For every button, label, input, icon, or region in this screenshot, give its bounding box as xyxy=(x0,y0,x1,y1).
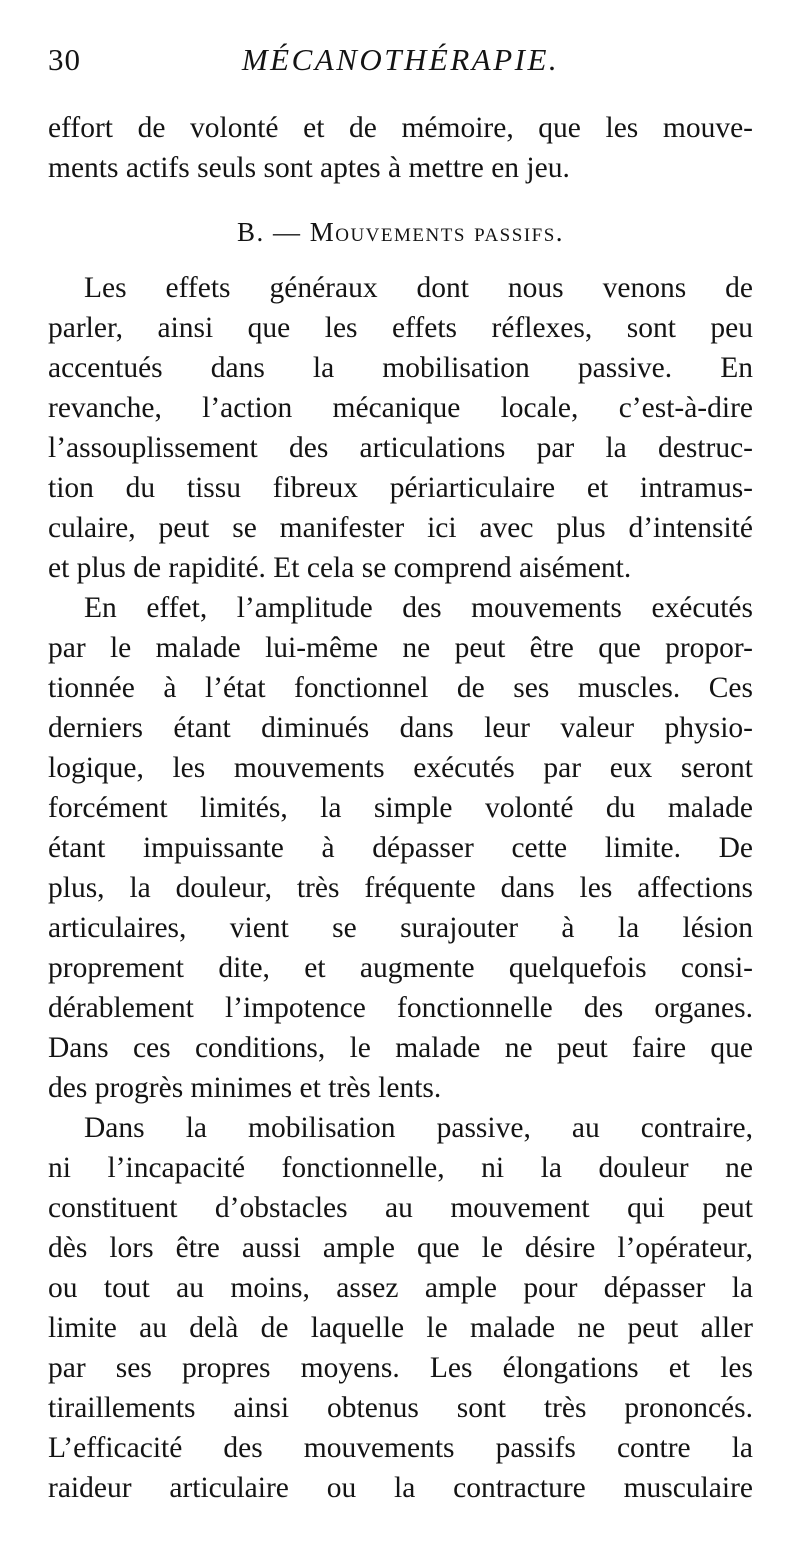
page-header xyxy=(48,42,753,86)
text-line: effort de volonté et de mémoire, que les mouve- xyxy=(48,112,753,144)
text-line: Dans ces conditions, le malade ne peut faire que xyxy=(48,1032,753,1064)
text-line: et plus de rapidité. Et cela se comprend aisément. xyxy=(48,552,632,584)
text-line: culaire, peut se manifester ici avec plus d’intensité xyxy=(48,512,753,544)
section-letter: B. — xyxy=(236,217,302,247)
text-line: plus, la douleur, très fréquente dans les affections xyxy=(48,872,753,904)
text-line: forcément limités, la simple volonté du malade xyxy=(48,792,753,824)
text-line: par ses propres moyens. Les élongations et les xyxy=(48,1352,753,1384)
text-line: revanche, l’action mécanique locale, c’est-à-dire xyxy=(48,392,753,424)
text-line: parler, ainsi que les effets réflexes, sont peu xyxy=(48,312,753,344)
running-title: MÉCANOTHÉRAPIE. xyxy=(241,42,560,77)
text-line: articulaires, vient se surajouter à la lésion xyxy=(48,912,753,944)
text-line: Dans la mobilisation passive, au contraire, xyxy=(84,1112,753,1144)
text-line: dès lors être aussi ample que le désire l’opérateur, xyxy=(48,1232,753,1264)
text-line: ments actifs seuls sont aptes à mettre en jeu. xyxy=(48,152,570,184)
text-line: ou tout au moins, assez ample pour dépasser la xyxy=(48,1272,753,1304)
text-line: dérablement l’impotence fonctionnelle des organes. xyxy=(48,992,753,1024)
page-number: 30 xyxy=(48,42,81,77)
body-text xyxy=(48,108,753,1508)
text-line: limite au delà de laquelle le malade ne peut aller xyxy=(48,1312,753,1344)
text-line: raideur articulaire ou la contracture musculaire xyxy=(48,1472,753,1504)
text-line: L’efficacité des mouvements passifs contre la xyxy=(48,1432,753,1464)
text-line: tionnée à l’état fonctionnel de ses muscles. Ces xyxy=(48,672,753,704)
text-line: accentués dans la mobilisation passive. En xyxy=(48,352,753,384)
text-line: En effet, l’amplitude des mouvements exécutés xyxy=(84,592,753,624)
text-line: étant impuissante à dépasser cette limite. De xyxy=(48,832,753,864)
text-line: proprement dite, et augmente quelquefois consi- xyxy=(48,952,753,984)
text-line: des progrès minimes et très lents. xyxy=(48,1072,442,1104)
text-line: derniers étant diminués dans leur valeur physio- xyxy=(48,712,753,744)
section-heading xyxy=(48,212,753,252)
text-line: l’assouplissement des articulations par la destruc- xyxy=(48,432,753,464)
text-line: Les effets généraux dont nous venons de xyxy=(84,272,753,304)
text-line: ni l’incapacité fonctionnelle, ni la douleur ne xyxy=(48,1152,753,1184)
text-line: logique, les mouvements exécutés par eux seront xyxy=(48,752,753,784)
text-line: tion du tissu fibreux périarticulaire et intramus- xyxy=(48,472,753,504)
text-line: par le malade lui-même ne peut être que propor- xyxy=(48,632,753,664)
section-title: Mouvements passifs. xyxy=(309,217,565,247)
text-line: tiraillements ainsi obtenus sont très prononcés. xyxy=(48,1392,753,1424)
text-line: constituent d’obstacles au mouvement qui peut xyxy=(48,1192,753,1224)
